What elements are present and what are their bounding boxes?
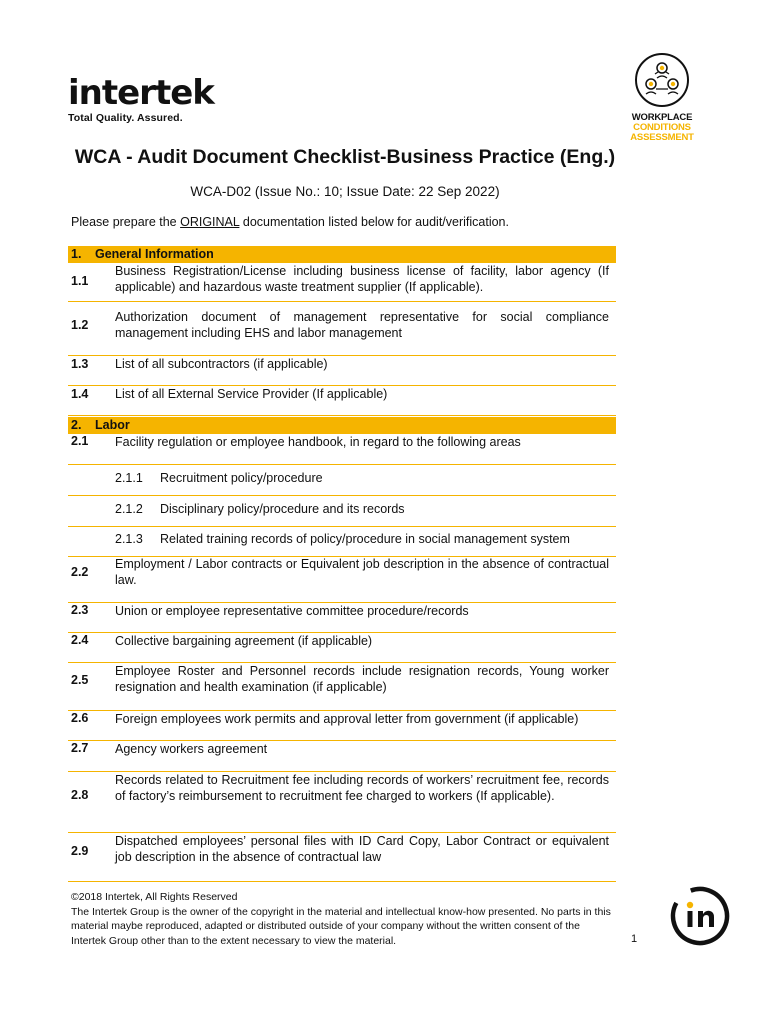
- subitem-text: Disciplinary policy/procedure and its records: [160, 502, 405, 516]
- item-text: Authorization document of management representative for social compliance management including EHS and labor management: [115, 310, 609, 340]
- item-text: Agency workers agreement: [115, 742, 268, 756]
- intro-text: [71, 215, 509, 229]
- checklist-row: [68, 633, 616, 663]
- item-text: Employee Roster and Personnel records include resignation records, Young worker resignation and health examination (if applicable): [115, 664, 609, 694]
- checklist-row: [68, 663, 616, 711]
- checklist-row: [68, 772, 616, 833]
- subitem-text: Recruitment policy/procedure: [160, 471, 323, 485]
- item-number: 2.6: [71, 711, 89, 725]
- item-text: Foreign employees work permits and approval letter from government (if applicable): [115, 712, 579, 726]
- section-number: 1.: [71, 247, 82, 261]
- wca-badge: [624, 52, 700, 143]
- item-number: 2.3: [71, 603, 89, 617]
- item-text: Collective bargaining agreement (if applicable): [115, 634, 373, 648]
- section-number: 2.: [71, 418, 82, 432]
- page-footer: [71, 890, 616, 948]
- subitem-number: 2.1.2: [115, 502, 143, 516]
- checklist-row: [68, 741, 616, 772]
- people-circle-icon: [634, 52, 690, 108]
- subitem-number: 2.1.3: [115, 532, 143, 546]
- footer-copyright: ©2018 Intertek, All Rights Reserved: [71, 891, 238, 903]
- document-subtitle: WCA-D02 (Issue No.: 10; Issue Date: 22 Sep 2022): [190, 184, 500, 199]
- document-title: WCA - Audit Document Checklist-Business Practice (Eng.): [74, 146, 616, 168]
- intertek-tagline: Total Quality. Assured.: [68, 112, 183, 124]
- checklist-row: [68, 263, 616, 302]
- wca-badge-line1: WORKPLACE: [631, 112, 693, 123]
- item-number: 2.5: [71, 673, 89, 687]
- item-text: Employment / Labor contracts or Equivalent job description in the absence of contractual law.: [115, 557, 609, 587]
- page-number: 1: [631, 933, 638, 945]
- checklist-row: [68, 711, 616, 741]
- item-number: 1.1: [71, 274, 89, 288]
- checklist-row: [68, 833, 616, 882]
- item-number: 2.1: [71, 434, 89, 448]
- item-number: 1.2: [71, 318, 89, 332]
- item-text: List of all subcontractors (if applicable): [115, 357, 328, 371]
- checklist-row: [68, 434, 616, 465]
- intertek-wordmark: intertek: [68, 73, 214, 113]
- item-text: Union or employee representative committee procedure/records: [115, 604, 469, 618]
- intro-after: documentation listed below for audit/verification.: [239, 215, 509, 229]
- wca-badge-line2: CONDITIONS: [633, 122, 691, 133]
- checklist-row: [68, 302, 616, 356]
- item-number: 1.3: [71, 357, 89, 371]
- checklist-row: [68, 356, 616, 386]
- checklist-subrow: [68, 527, 616, 557]
- wca-badge-line3: ASSESSMENT: [630, 132, 694, 143]
- footer-notice: The Intertek Group is the owner of the copyright in the material and intellectual know-how presented. No parts in this material maybe reproduced, adapted or distributed outside of your company without the written consent of the Intertek Group other than to the extent necessary to view the material.: [71, 905, 611, 947]
- intertek-logo: [68, 73, 214, 124]
- section-header: [68, 417, 616, 434]
- item-number: 2.4: [71, 633, 89, 647]
- item-text: Records related to Recruitment fee including records of workers’ recruitment fee, records of factory’s reimbursement to recruitment fee charged to workers (If applicable).: [115, 773, 609, 803]
- subitem-number: 2.1.1: [115, 471, 143, 485]
- section-label: Labor: [95, 418, 130, 432]
- subitem-text: Related training records of policy/procedure in social management system: [160, 532, 570, 546]
- item-text: List of all External Service Provider (If applicable): [115, 387, 388, 401]
- item-number: 1.4: [71, 387, 89, 401]
- intro-emphasis: ORIGINAL: [180, 215, 240, 229]
- checklist-row: [68, 603, 616, 633]
- item-text: Business Registration/License including business license of facility, labor agency (If applicable) and hazardous waste treatment supplier (If applicable).: [115, 264, 609, 294]
- item-number: 2.7: [71, 741, 89, 755]
- item-number: 2.9: [71, 844, 89, 858]
- checklist-subrow: [68, 465, 616, 496]
- item-text: Facility regulation or employee handbook, in regard to the following areas: [115, 435, 521, 449]
- intro-before: Please prepare the: [71, 215, 181, 229]
- checklist-row: [68, 386, 616, 416]
- item-number: 2.8: [71, 788, 89, 802]
- intertek-in-icon: [668, 884, 732, 948]
- checklist-row: [68, 557, 616, 603]
- section-header: [68, 246, 616, 263]
- checklist-subrow: [68, 496, 616, 527]
- item-text: Dispatched employees’ personal files with ID Card Copy, Labor Contract or equivalent job description in the absence of contractual law: [115, 834, 609, 864]
- item-number: 2.2: [71, 565, 89, 579]
- section-label: General Information: [95, 247, 214, 261]
